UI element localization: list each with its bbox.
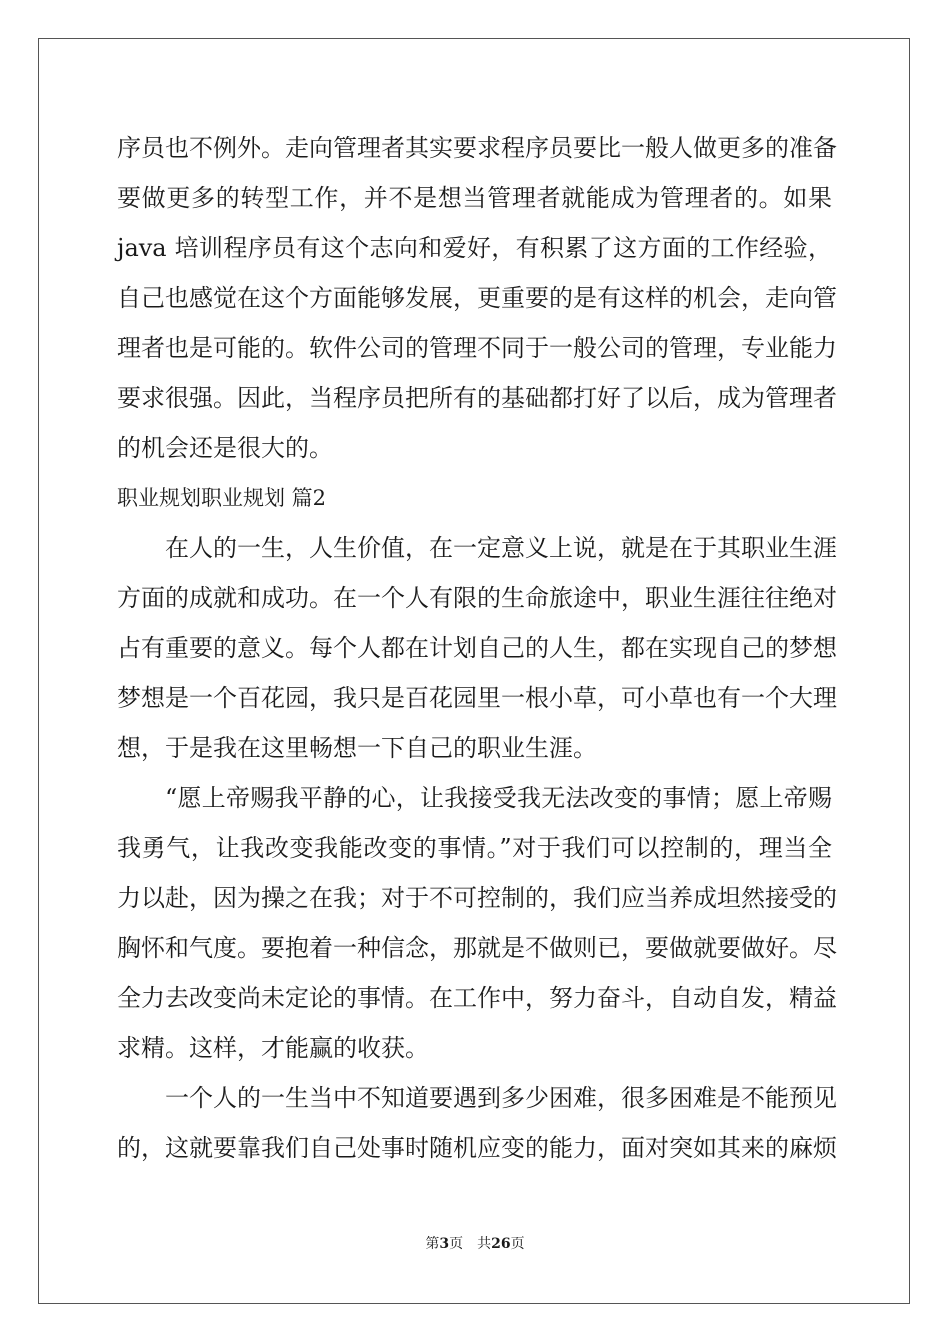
body-text-line: 力以赴，因为操之在我；对于不可控制的，我们应当养成坦然接受的: [117, 884, 837, 912]
footer-prefix: 第: [425, 1236, 440, 1252]
body-text-line: 自己也感觉在这个方面能够发展，更重要的是有这样的机会，走向管: [117, 284, 837, 312]
body-text-line: 全力去改变尚未定论的事情。在工作中，努力奋斗，自动自发，精益: [117, 984, 837, 1012]
body-text-line: 的机会还是很大的。: [117, 434, 333, 462]
body-text-line: 梦想是一个百花园，我只是百花园里一根小草，可小草也有一个大理: [117, 684, 837, 712]
body-text-line: 要做更多的转型工作，并不是想当管理者就能成为管理者的。如果: [117, 184, 832, 212]
body-text-line: 一个人的一生当中不知道要遇到多少困难，很多困难是不能预见: [165, 1084, 837, 1112]
page-border: [38, 38, 910, 1304]
body-text-line: 求精。这样，才能赢的收获。: [117, 1034, 429, 1062]
body-text-line: 我勇气，让我改变我能改变的事情。”对于我们可以控制的，理当全: [117, 834, 832, 862]
body-text-line: 在人的一生，人生价值，在一定意义上说，就是在于其职业生涯: [165, 534, 837, 562]
current-page-number: 3: [439, 1236, 450, 1252]
body-text-line: 胸怀和气度。要抱着一种信念，那就是不做则已，要做就要做好。尽: [117, 934, 837, 962]
body-text-line: 占有重要的意义。每个人都在计划自己的人生，都在实现自己的梦想: [117, 634, 837, 662]
section-heading: 职业规划职业规划 篇2: [117, 486, 327, 510]
body-text-line: 要求很强。因此，当程序员把所有的基础都打好了以后，成为管理者: [117, 384, 837, 412]
body-text-line: 序员也不例外。走向管理者其实要求程序员要比一般人做更多的准备: [117, 134, 837, 162]
body-text-line: 想，于是我在这里畅想一下自己的职业生涯。: [117, 734, 597, 762]
footer-middle: 页 共: [449, 1236, 492, 1252]
page-number-footer: [0, 1234, 950, 1254]
body-text-line: 的，这就要靠我们自己处事时随机应变的能力，面对突如其来的麻烦: [117, 1134, 837, 1162]
total-page-count: 26: [491, 1236, 511, 1252]
body-text-line: 理者也是可能的。软件公司的管理不同于一般公司的管理，专业能力: [117, 334, 837, 362]
footer-suffix: 页: [510, 1236, 525, 1252]
body-text-line: “愿上帝赐我平静的心，让我接受我无法改变的事情；愿上帝赐: [165, 784, 832, 812]
body-text-line: 方面的成就和成功。在一个人有限的生命旅途中，职业生涯往往绝对: [117, 584, 837, 612]
body-text-line: java 培训程序员有这个志向和爱好，有积累了这方面的工作经验，: [117, 234, 832, 262]
